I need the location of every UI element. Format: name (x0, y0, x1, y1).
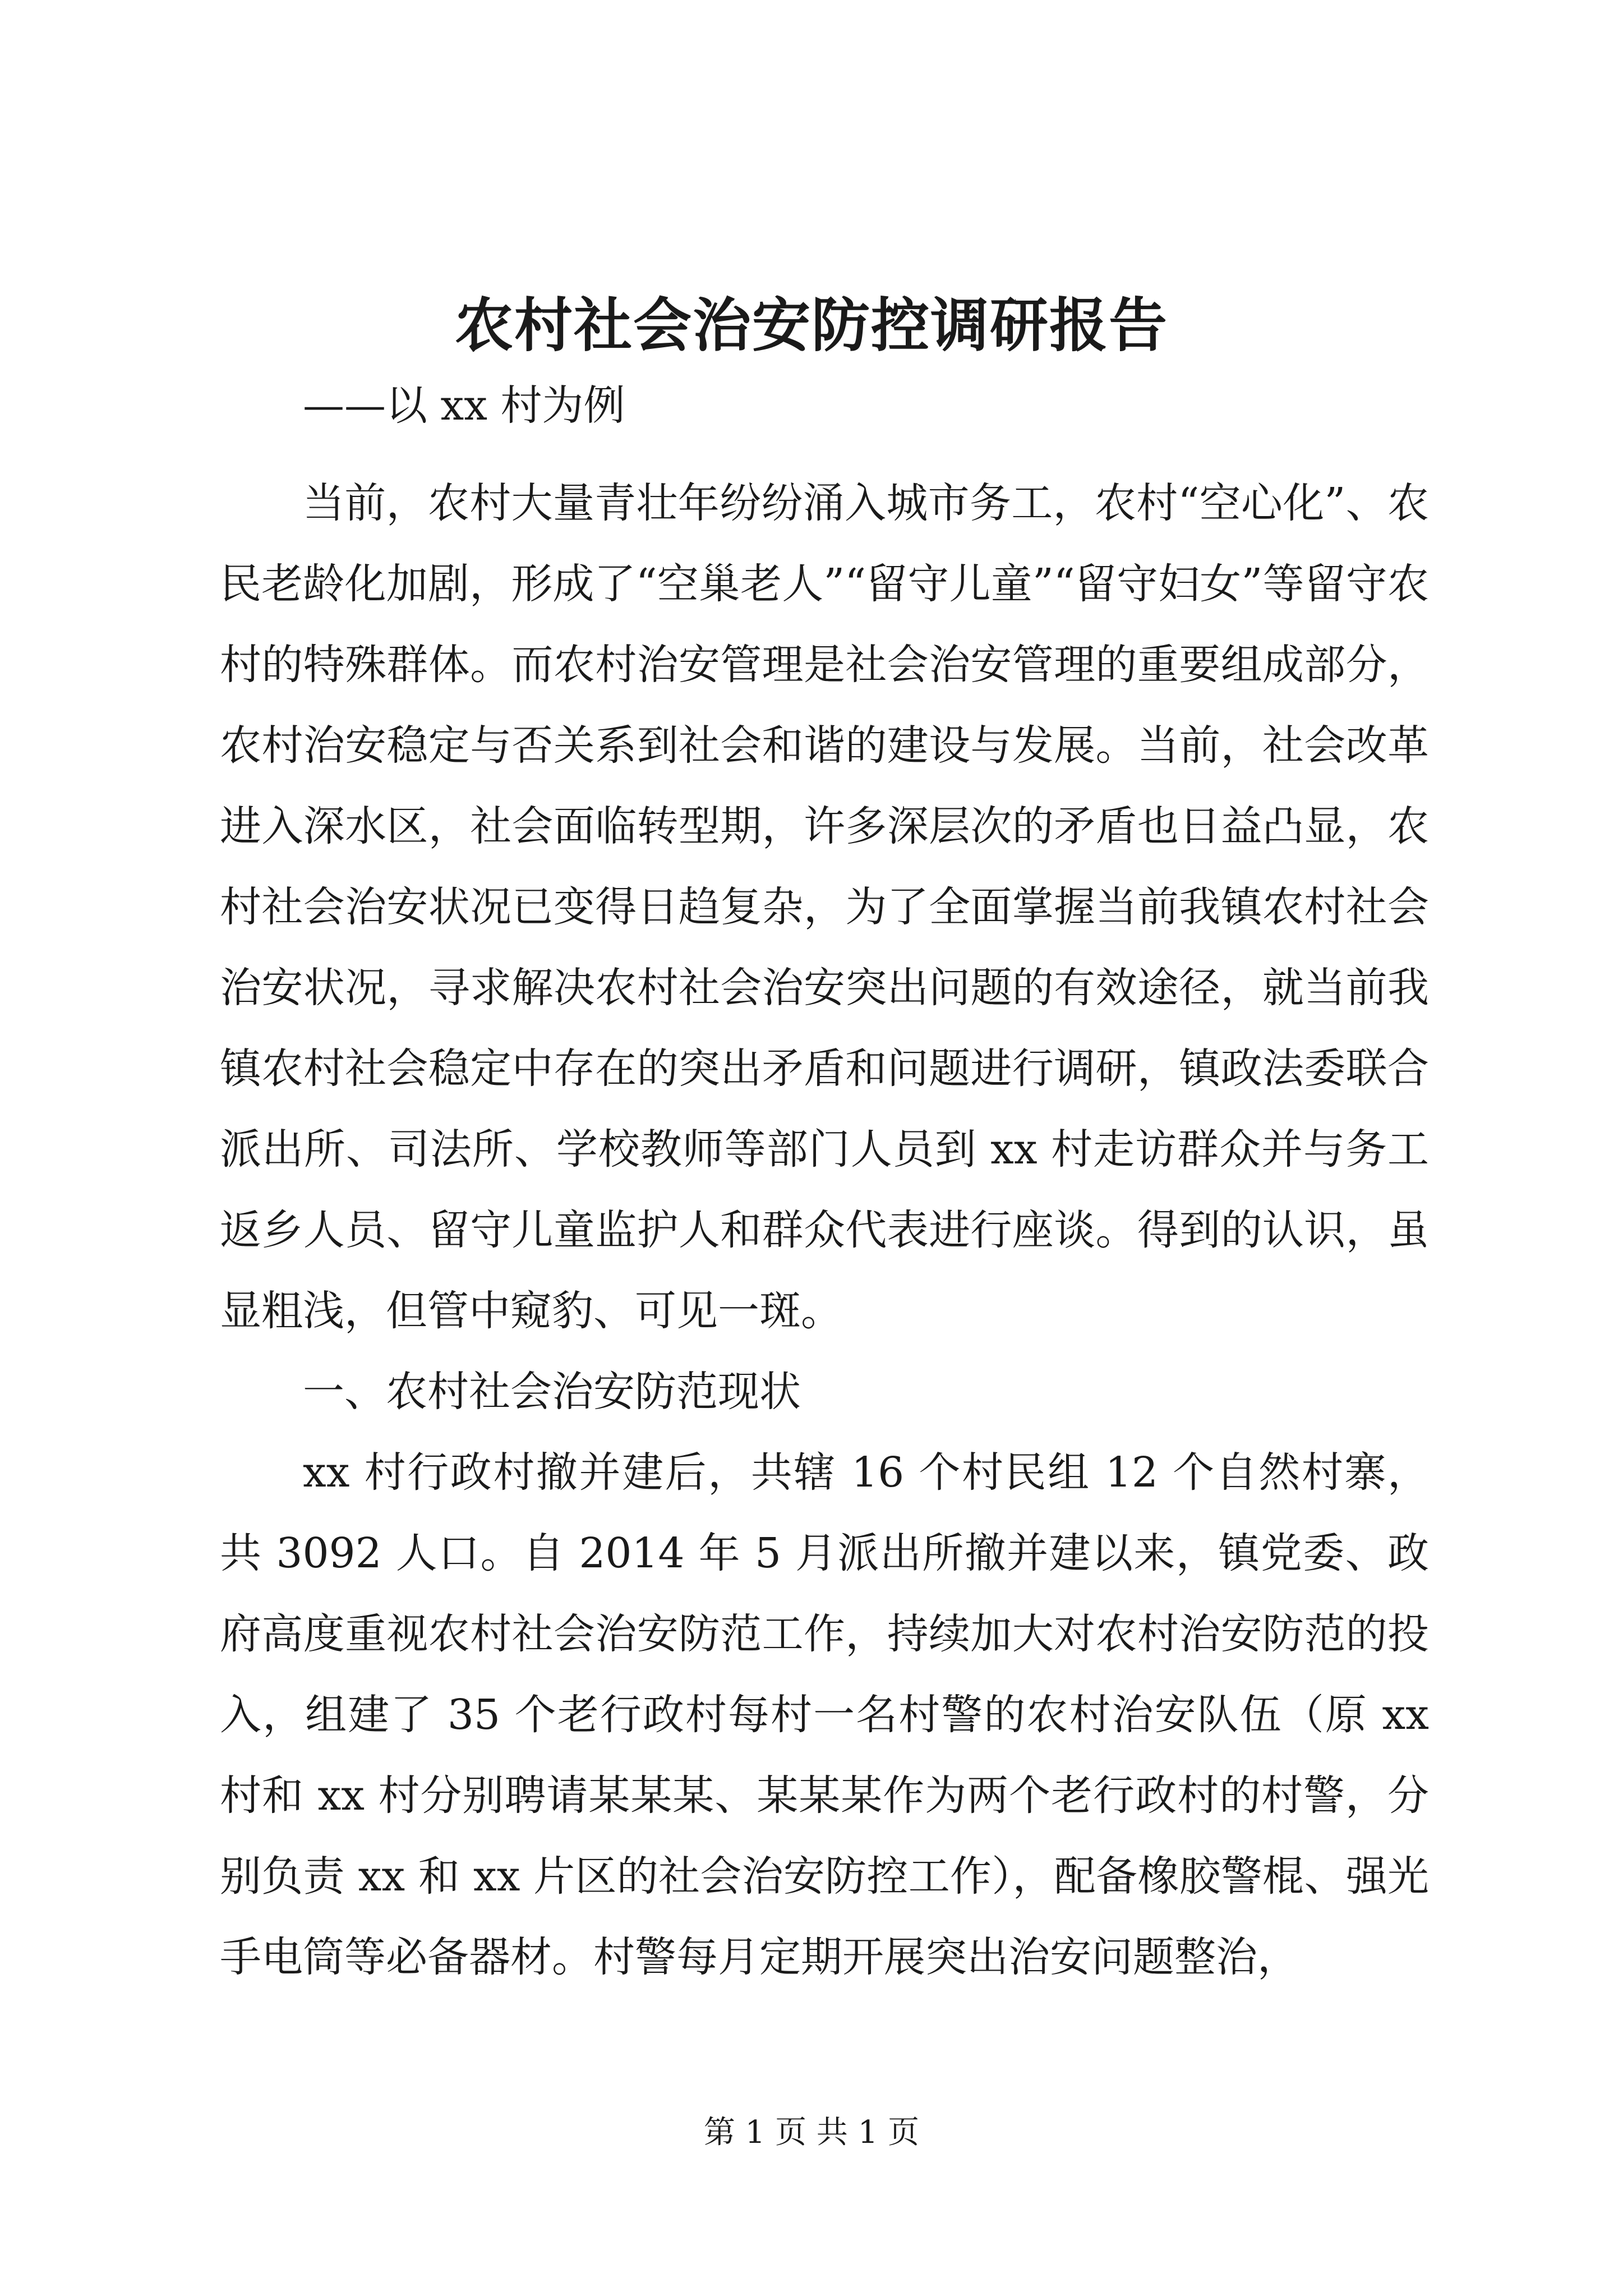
page-footer: 第 1 页 共 1 页 (703, 2114, 920, 2151)
paragraph-intro: 当前，农村大量青壮年纷纷涌入城市务工，农村“空心化”、农民老龄化加剧，形成了“空巢老人”“留守儿童”“留守妇女”等留守农村的特殊群体。而农村治安管理是社会治安管理的重要组成部分，农村治安稳定与否关系到社会和谐的建设与发展。当前，社会改革进入深水区，社会面临转型期，许多深层次的矛盾也日益凸显，农村社会治安状况已变得日趋复杂，为了全面掌握当前我镇农村社会治安状况，寻求解决农村社会治安突出问题的有效途径，就当前我镇农村社会稳定中存在的突出矛盾和问题进行调研，镇政法委联合派出所、司法所、学校教师等部门人员到 xx 村走访群众并与务工返乡人员、留守儿童监护人和群众代表进行座谈。得到的认识，虽显粗浅，但管中窥豹、可见一斑。 (220, 479, 1429, 1335)
document-title: 农村社会治安防控调研报告 (454, 291, 1168, 360)
document-subtitle: ——以 xx 村为例 (303, 381, 625, 430)
document-body (220, 463, 1429, 1998)
section-heading: 一、农村社会治安防范现状 (303, 1368, 801, 1416)
paragraph-status: xx 村行政村撤并建后，共辖 16 个村民组 12 个自然村寨，共 3092 人口。自 2014 年 5 月派出所撤并建以来，镇党委、政府高度重视农村社会治安防范工作，持续加大对农村治安防范的投入，组建了 35 个老行政村每村一名村警的农村治安队伍（原 xx 村和 xx 村分别聘请某某某、某某某作为两个老行政村的村警，分别负责 xx 和 xx 片区的社会治安防控工作），配备橡胶警棍、强光手电筒等必备器材。村警每月定期开展突出治安问题整治， (220, 1448, 1429, 1981)
